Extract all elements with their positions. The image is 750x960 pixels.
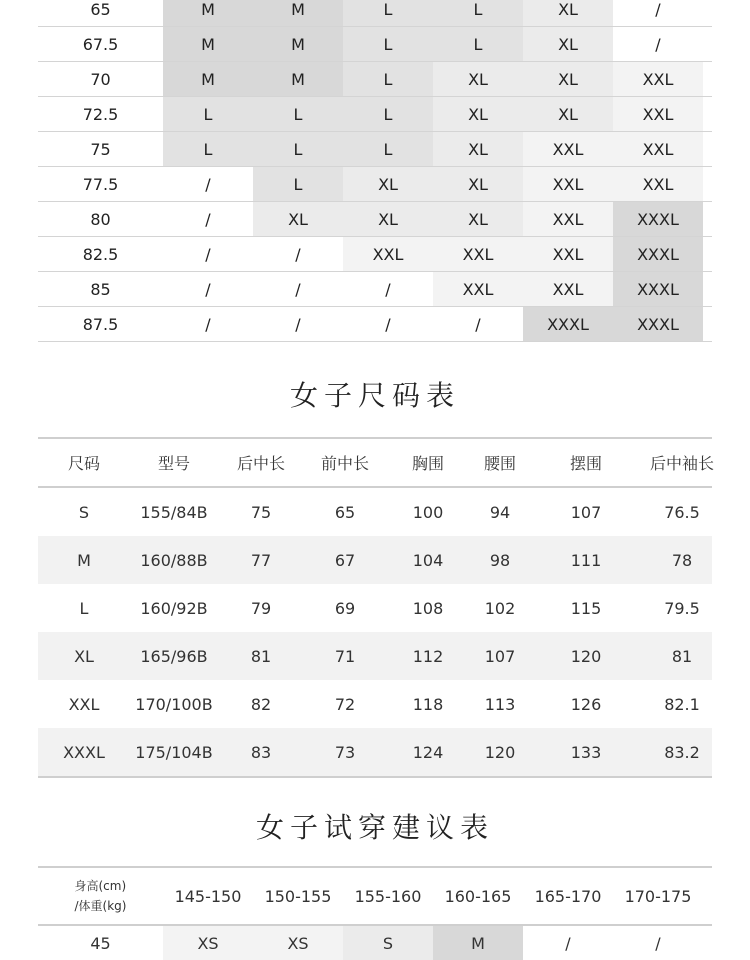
- table-row: [38, 926, 712, 960]
- table-row: [38, 237, 712, 272]
- size-cell: /: [205, 314, 211, 334]
- size-cell: XXL: [613, 97, 703, 131]
- column-header: 后中袖长: [649, 454, 714, 473]
- table-cell: 107: [570, 502, 602, 522]
- weight-cell: 87.5: [82, 314, 119, 334]
- size-cell: L: [343, 27, 433, 61]
- women-tryon-table: [38, 866, 712, 960]
- table-row: [38, 27, 712, 62]
- size-cell: M: [253, 0, 343, 26]
- height-range-header: 150-155: [264, 886, 332, 906]
- table-cell: 108: [412, 598, 444, 618]
- size-cell: /: [205, 209, 211, 229]
- table-cell: 78: [671, 550, 693, 570]
- table-row: [38, 307, 712, 342]
- table-cell: 75: [250, 502, 272, 522]
- table-row: [38, 536, 712, 584]
- table-cell: 65: [334, 502, 356, 522]
- weight-cell: 67.5: [82, 34, 119, 54]
- table-header-row: [38, 439, 712, 488]
- size-cell: L: [253, 167, 343, 201]
- table-row: [38, 132, 712, 167]
- size-cell: XL: [523, 27, 613, 61]
- size-cell: /: [205, 174, 211, 194]
- table-cell: 126: [570, 694, 602, 714]
- size-cell: XXL: [613, 132, 703, 166]
- table-cell: 73: [334, 742, 356, 762]
- table-cell: 155/84B: [140, 502, 208, 522]
- table-row: [38, 728, 712, 776]
- table-cell: 71: [334, 646, 356, 666]
- size-cell: XXXL: [523, 307, 613, 341]
- table-row: [38, 584, 712, 632]
- column-header: 胸围: [411, 454, 444, 473]
- size-cell: L: [343, 97, 433, 131]
- table-cell: XXXL: [63, 742, 105, 762]
- column-header: 前中长: [320, 454, 369, 473]
- weight-cell: 65: [90, 0, 111, 19]
- size-cell: XXXL: [613, 237, 703, 271]
- size-cell: /: [385, 314, 391, 334]
- table-row: [38, 97, 712, 132]
- table-cell: 124: [412, 742, 444, 762]
- size-cell: /: [205, 244, 211, 264]
- table-cell: 165/96B: [140, 646, 208, 666]
- table-bottom-rule: [38, 776, 712, 778]
- corner-header-cell: [38, 868, 163, 924]
- weight-cell: 80: [90, 209, 111, 229]
- size-cell: XL: [433, 167, 523, 201]
- table-cell: 79: [250, 598, 272, 618]
- table-cell: 120: [570, 646, 602, 666]
- size-cell: XXL: [613, 62, 703, 96]
- size-cell: XS: [163, 926, 253, 960]
- table-cell: XXL: [68, 694, 100, 714]
- table-cell: 160/92B: [140, 598, 208, 618]
- size-cell: L: [163, 132, 253, 166]
- women-size-table: [38, 437, 712, 778]
- table-cell: 83.2: [664, 742, 700, 762]
- size-cell: M: [433, 926, 523, 960]
- size-cell: XXL: [523, 237, 613, 271]
- table-row: [38, 272, 712, 307]
- table-cell: 160/88B: [140, 550, 208, 570]
- table-cell: 104: [412, 550, 444, 570]
- size-cell: M: [163, 0, 253, 26]
- table-cell: 72: [334, 694, 356, 714]
- size-cell: M: [163, 27, 253, 61]
- height-range-header: 145-150: [174, 886, 242, 906]
- size-cell: /: [655, 0, 661, 19]
- table-cell: 82: [250, 694, 272, 714]
- column-header: 腰围: [483, 454, 516, 473]
- height-range-header: 165-170: [534, 886, 602, 906]
- table-row: [38, 202, 712, 237]
- table-cell: S: [78, 502, 90, 522]
- size-cell: L: [253, 97, 343, 131]
- weight-cell: 75: [90, 139, 111, 159]
- size-cell: XL: [343, 202, 433, 236]
- column-header: 型号: [157, 454, 190, 473]
- size-cell: L: [433, 27, 523, 61]
- column-header: 尺码: [67, 454, 100, 473]
- size-cell: XXL: [523, 167, 613, 201]
- size-cell: XXL: [523, 272, 613, 306]
- weight-cell: 45: [90, 933, 111, 953]
- size-cell: L: [343, 132, 433, 166]
- size-cell: M: [253, 62, 343, 96]
- height-range-header: 170-175: [624, 886, 692, 906]
- women-tryon-title: 女子试穿建议表: [255, 811, 494, 844]
- table-cell: 69: [334, 598, 356, 618]
- size-cell: /: [655, 933, 661, 953]
- size-cell: /: [295, 314, 301, 334]
- size-cell: L: [253, 132, 343, 166]
- size-cell: XXL: [613, 167, 703, 201]
- table-cell: 170/100B: [135, 694, 213, 714]
- size-cell: /: [205, 279, 211, 299]
- size-cell: XXXL: [613, 307, 703, 341]
- table-cell: 120: [484, 742, 516, 762]
- table-cell: 79.5: [664, 598, 700, 618]
- table-cell: 115: [570, 598, 602, 618]
- table-cell: 175/104B: [135, 742, 213, 762]
- size-cell: XL: [523, 62, 613, 96]
- size-cell: XL: [523, 0, 613, 26]
- table-cell: 98: [489, 550, 511, 570]
- size-cell: /: [295, 279, 301, 299]
- size-cell: M: [163, 62, 253, 96]
- size-cell: XXL: [343, 237, 433, 271]
- size-cell: /: [385, 279, 391, 299]
- size-cell: XXXL: [613, 272, 703, 306]
- table-cell: 67: [334, 550, 356, 570]
- table-row: [38, 0, 712, 27]
- column-header: 摆围: [569, 454, 602, 473]
- size-cell: XL: [523, 97, 613, 131]
- men-tryon-table: [38, 0, 712, 342]
- table-cell: 102: [484, 598, 516, 618]
- size-cell: L: [343, 62, 433, 96]
- table-cell: 76.5: [664, 502, 700, 522]
- table-cell: 112: [412, 646, 444, 666]
- size-cell: /: [475, 314, 481, 334]
- table-header-row: [38, 868, 712, 926]
- table-row: [38, 488, 712, 536]
- size-cell: XL: [433, 132, 523, 166]
- size-cell: /: [565, 933, 571, 953]
- table-body: [38, 488, 712, 776]
- weight-cell: 82.5: [82, 244, 119, 264]
- size-cell: L: [343, 0, 433, 26]
- size-cell: XL: [433, 62, 523, 96]
- table-cell: L: [79, 598, 89, 618]
- table-cell: 81: [671, 646, 693, 666]
- table-cell: 133: [570, 742, 602, 762]
- table-cell: 111: [570, 550, 602, 570]
- table-cell: 100: [412, 502, 444, 522]
- size-cell: /: [295, 244, 301, 264]
- size-cell: XL: [433, 202, 523, 236]
- column-header: 后中长: [236, 454, 285, 473]
- table-cell: XL: [74, 646, 94, 666]
- table-row: [38, 62, 712, 97]
- table-row: [38, 632, 712, 680]
- table-cell: 82.1: [664, 694, 700, 714]
- table-cell: 81: [250, 646, 272, 666]
- table-cell: 94: [489, 502, 511, 522]
- table-row: [38, 167, 712, 202]
- size-cell: XXL: [523, 132, 613, 166]
- table-cell: M: [77, 550, 91, 570]
- size-cell: XS: [253, 926, 343, 960]
- women-size-title: 女子尺码表: [289, 379, 460, 412]
- table-cell: 77: [250, 550, 272, 570]
- height-range-header: 155-160: [354, 886, 422, 906]
- size-cell: S: [343, 926, 433, 960]
- weight-cell: 72.5: [82, 104, 119, 124]
- weight-cell: 70: [90, 69, 111, 89]
- size-cell: L: [433, 0, 523, 26]
- size-cell: XL: [343, 167, 433, 201]
- height-unit-label: 身高(cm): [74, 879, 127, 893]
- table-cell: 83: [250, 742, 272, 762]
- size-cell: XXL: [523, 202, 613, 236]
- weight-unit-label: /体重(kg): [74, 899, 127, 913]
- table-row: [38, 680, 712, 728]
- weight-cell: 77.5: [82, 174, 119, 194]
- size-cell: M: [253, 27, 343, 61]
- weight-cell: 85: [90, 279, 111, 299]
- size-cell: XXXL: [613, 202, 703, 236]
- size-cell: XL: [433, 97, 523, 131]
- size-cell: L: [163, 97, 253, 131]
- table-cell: 113: [484, 694, 516, 714]
- table-cell: 118: [412, 694, 444, 714]
- size-cell: XXL: [433, 237, 523, 271]
- size-cell: /: [655, 34, 661, 54]
- height-range-header: 160-165: [444, 886, 512, 906]
- table-cell: 107: [484, 646, 516, 666]
- size-cell: XXL: [433, 272, 523, 306]
- size-cell: XL: [253, 202, 343, 236]
